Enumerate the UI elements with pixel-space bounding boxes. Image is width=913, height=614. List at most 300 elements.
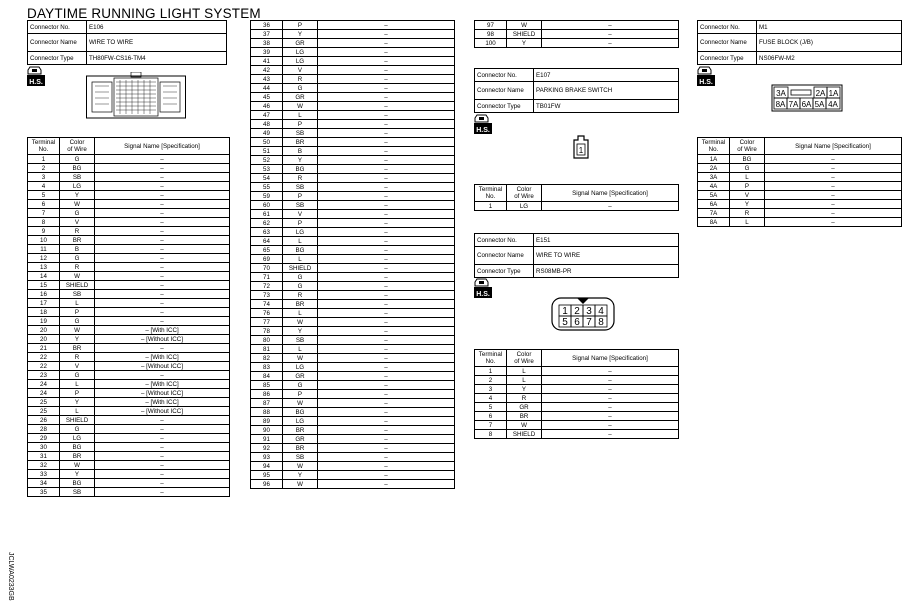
svg-text:1A: 1A [828,89,839,98]
wire-color-cell: L [730,218,765,227]
e107-info-table [474,68,679,113]
table-row [251,417,455,426]
signal-name-cell: – [318,39,455,48]
terminal-no-cell: 3 [475,385,507,394]
wire-color-cell: R [60,227,95,236]
table-row [251,471,455,480]
terminal-no-cell: 2A [698,164,730,173]
table-row [475,376,679,385]
connector-name-label: Connector Name [28,34,87,52]
signal-name-cell: – [318,111,455,120]
signal-name-cell: – [318,93,455,102]
terminal-no-cell: 74 [251,300,283,309]
e151-pin-table: Terminal No. Color of Wire Signal Name [Specification] 1 L – 2 L – 3 Y – 4 R – 5 GR – 6 BR – 7 W – 8 SHIELD – [474,349,679,439]
table-row [251,300,455,309]
terminal-no-cell: 1A [698,155,730,164]
wire-color-cell: W [60,461,95,470]
terminal-no-cell: 94 [251,462,283,471]
signal-name-cell: – [318,462,455,471]
terminal-no-cell: 12 [28,254,60,263]
connector-no-value: M1 [757,21,902,34]
terminal-no-cell: 81 [251,345,283,354]
signal-name-cell: – [95,191,230,200]
wire-color-cell: W [507,21,542,30]
terminal-no-cell: 29 [28,434,60,443]
signal-name-cell: – [95,263,230,272]
wire-color-cell: V [60,218,95,227]
wire-color-cell: P [283,120,318,129]
signal-name-cell: – [318,417,455,426]
signal-name-cell: – [95,308,230,317]
wire-color-cell: GR [283,372,318,381]
terminal-no-cell: 71 [251,273,283,282]
table-row [251,435,455,444]
wire-color-cell: L [60,380,95,389]
table-row [251,399,455,408]
svg-text:1: 1 [578,146,584,155]
signal-name-cell: – [95,182,230,191]
signal-name-cell: – [318,426,455,435]
signal-name-cell: – [95,425,230,434]
signal-name-cell: – [95,461,230,470]
terminal-no-cell: 70 [251,264,283,273]
table-row [251,129,455,138]
terminal-no-cell: 41 [251,57,283,66]
table-row [28,362,230,371]
terminal-no-cell: 4 [475,394,507,403]
signal-name-cell: – [318,264,455,273]
connector-name-value: WIRE TO WIRE [534,247,679,265]
table-row [28,452,230,461]
signal-name-cell: – [318,57,455,66]
wire-color-cell: SB [60,488,95,497]
signal-name-cell: – [318,138,455,147]
table-row [28,254,230,263]
e106-pin-table-1 [27,137,230,497]
table-row [28,263,230,272]
table-row [251,219,455,228]
e107-pin-table: Terminal No. Color of Wire Signal Name [Specification] 1 LG – [474,184,679,211]
signal-name-cell: – [318,165,455,174]
terminal-no-cell: 45 [251,93,283,102]
svg-text:1: 1 [562,306,568,317]
table-row [475,30,679,39]
terminal-no-cell: 6 [475,412,507,421]
signal-name-cell: – [95,488,230,497]
wire-color-cell: G [283,282,318,291]
e106-pin-table-2 [250,20,455,489]
wire-color-cell: LG [283,228,318,237]
wire-color-cell: P [730,182,765,191]
signal-name-cell: – [542,421,679,430]
connector-name-value: PARKING BRAKE SWITCH [534,82,679,100]
wire-color-cell: BR [283,300,318,309]
table-row [251,408,455,417]
table-row [28,227,230,236]
terminal-no-cell: 54 [251,174,283,183]
signal-name-cell: – [318,66,455,75]
signal-name-cell: – [542,412,679,421]
terminal-no-cell: 15 [28,281,60,290]
signal-name-cell: – [318,102,455,111]
signal-name-cell: – [765,209,902,218]
table-row [475,21,679,30]
table-row [251,57,455,66]
table-row [251,138,455,147]
terminal-no-cell: 43 [251,75,283,84]
table-row [251,192,455,201]
table-row [251,147,455,156]
wire-color-cell: BR [283,444,318,453]
table-row [28,290,230,299]
table-row [251,210,455,219]
signal-name-cell: – [318,444,455,453]
connector-no-value: E151 [534,234,679,247]
terminal-no-cell: 31 [28,452,60,461]
table-row [251,75,455,84]
m1-info-table [697,20,902,65]
terminal-no-cell: 87 [251,399,283,408]
table-row [28,200,230,209]
wire-color-cell: L [283,255,318,264]
signal-name-cell: – [95,479,230,488]
connector-type-label: Connector Type [28,52,87,65]
e151-info-table [474,233,679,278]
table-row [251,354,455,363]
wire-color-cell: W [283,399,318,408]
wire-color-cell: SHIELD [507,30,542,39]
terminal-no-cell: 1 [475,367,507,376]
terminal-no-cell: 7A [698,209,730,218]
table-row [28,317,230,326]
connector-type-value: RS08MB-PR [534,265,679,278]
wire-color-cell: L [283,111,318,120]
wire-color-cell: L [60,299,95,308]
terminal-no-cell: 51 [251,147,283,156]
signal-name-cell: – [With ICC] [95,353,230,362]
table-row [251,237,455,246]
hs-icon [27,66,45,86]
wire-color-cell: R [730,209,765,218]
wire-color-cell: SHIELD [283,264,318,273]
table-row [475,385,679,394]
terminal-no-cell: 78 [251,327,283,336]
terminal-no-cell: 3 [28,173,60,182]
terminal-no-header: Terminal No. [28,138,60,155]
table-row [251,381,455,390]
wire-color-cell: Y [60,398,95,407]
connector-type-label: Connector Type [475,265,534,278]
wire-color-cell: V [283,66,318,75]
terminal-no-cell: 21 [28,344,60,353]
signal-name-cell: – [318,363,455,372]
terminal-no-cell: 2 [28,164,60,173]
signal-name-cell: – [318,291,455,300]
signal-name-cell: – [318,255,455,264]
wire-color-cell: P [283,390,318,399]
terminal-no-cell: 91 [251,435,283,444]
table-row [251,84,455,93]
table-row [698,173,902,182]
signal-name-cell: – [765,155,902,164]
terminal-no-cell: 44 [251,84,283,93]
table-row [28,353,230,362]
wire-color-cell: W [507,421,542,430]
signal-name-cell: – [95,236,230,245]
table-row [251,174,455,183]
svg-text:5: 5 [562,317,568,328]
terminal-no-cell: 24 [28,389,60,398]
terminal-no-cell: 16 [28,290,60,299]
wire-color-cell: SB [283,453,318,462]
wire-color-cell: SB [283,129,318,138]
wire-color-cell: BG [60,443,95,452]
connector-no-label: Connector No. [698,21,757,34]
table-row [251,291,455,300]
signal-name-cell: – [542,202,679,211]
table-row [28,182,230,191]
wire-color-cell: G [60,254,95,263]
table-row [28,236,230,245]
signal-name-cell: – [318,408,455,417]
signal-name-cell: – [95,209,230,218]
signal-name-cell: – [95,173,230,182]
terminal-no-cell: 32 [28,461,60,470]
terminal-no-cell: 17 [28,299,60,308]
wire-color-cell: P [60,389,95,398]
wire-color-cell: BG [60,164,95,173]
signal-name-cell: – [318,174,455,183]
terminal-no-cell: 33 [28,470,60,479]
table-row [251,120,455,129]
table-row [28,191,230,200]
wire-color-cell: SB [60,173,95,182]
signal-name-cell: – [With ICC] [95,398,230,407]
svg-text:6: 6 [574,317,580,328]
wire-color-cell: Y [507,385,542,394]
wire-color-cell: BG [730,155,765,164]
signal-name-cell: – [542,367,679,376]
table-row [251,246,455,255]
terminal-no-cell: 20 [28,326,60,335]
connector-no-value: E107 [534,69,679,82]
wire-color-cell: SB [283,336,318,345]
connector-no-value: E106 [87,21,227,34]
signal-name-cell: – [318,345,455,354]
page-title: DAYTIME RUNNING LIGHT SYSTEM [27,6,261,21]
table-row [698,191,902,200]
hs-icon [474,278,492,298]
table-row [251,201,455,210]
terminal-no-cell: 93 [251,453,283,462]
wire-color-cell: W [60,326,95,335]
svg-text:7A: 7A [788,100,799,109]
signal-name-cell: – [95,254,230,263]
wire-color-cell: L [60,407,95,416]
wire-color-cell: V [730,191,765,200]
terminal-no-cell: 22 [28,353,60,362]
table-row [28,209,230,218]
connector-type-label: Connector Type [698,52,757,65]
svg-text:8: 8 [598,317,604,328]
signal-name-cell: – [95,272,230,281]
signal-name-cell: – [318,120,455,129]
wire-color-cell: LG [283,48,318,57]
wire-color-cell: W [283,480,318,489]
table-row [28,164,230,173]
table-row [251,345,455,354]
terminal-no-cell: 55 [251,183,283,192]
wire-color-cell: BR [283,426,318,435]
terminal-no-cell: 35 [28,488,60,497]
table-row [251,48,455,57]
signal-name-cell: – [542,30,679,39]
wire-color-cell: R [507,394,542,403]
wire-color-cell: Y [60,335,95,344]
terminal-no-cell: 89 [251,417,283,426]
signal-name-cell: – [542,376,679,385]
document-code: JCLWA0233GB [7,552,14,601]
connector-name-label: Connector Name [475,247,534,265]
table-row [28,443,230,452]
terminal-no-cell: 34 [28,479,60,488]
signal-name-cell: – [318,147,455,156]
terminal-no-cell: 98 [475,30,507,39]
signal-name-cell: – [318,300,455,309]
table-row [251,480,455,489]
wire-color-cell: LG [507,202,542,211]
signal-name-cell: – [318,273,455,282]
wire-color-cell: GR [283,39,318,48]
table-row [251,282,455,291]
signal-name-cell: – [318,75,455,84]
terminal-no-cell: 69 [251,255,283,264]
wire-color-cell: SHIELD [60,416,95,425]
wire-color-cell: W [283,102,318,111]
svg-text:7: 7 [586,317,592,328]
table-row [251,255,455,264]
table-row [28,155,230,164]
signal-name-cell: – [542,385,679,394]
table-row [698,209,902,218]
table-row [28,434,230,443]
wire-color-cell: W [283,318,318,327]
signal-name-cell: – [With ICC] [95,380,230,389]
table-row [251,327,455,336]
signal-name-cell: – [95,227,230,236]
signal-name-cell: – [318,192,455,201]
table-row [28,326,230,335]
wire-color-cell: BR [60,344,95,353]
signal-name-cell: – [95,281,230,290]
wire-color-cell: W [283,462,318,471]
signal-name-cell: – [318,30,455,39]
terminal-no-cell: 4A [698,182,730,191]
wire-color-cell: L [507,376,542,385]
terminal-no-cell: 86 [251,390,283,399]
table-row [475,394,679,403]
signal-name-cell: – [318,471,455,480]
wire-color-cell: BR [507,412,542,421]
terminal-no-cell: 19 [28,317,60,326]
wire-color-cell: L [283,309,318,318]
wire-color-cell: W [283,354,318,363]
wire-color-cell: R [283,174,318,183]
table-row [251,390,455,399]
terminal-no-cell: 37 [251,30,283,39]
e106-connector-face-icon [86,72,186,127]
wire-color-cell: L [507,367,542,376]
terminal-no-cell: 25 [28,398,60,407]
signal-name-cell: – [318,201,455,210]
table-row [251,426,455,435]
wire-color-cell: R [283,75,318,84]
terminal-no-cell: 85 [251,381,283,390]
terminal-no-cell: 82 [251,354,283,363]
terminal-no-cell: 95 [251,471,283,480]
wire-color-cell: G [283,273,318,282]
table-row [251,462,455,471]
signal-name-cell: – [318,435,455,444]
wire-color-cell: LG [283,363,318,372]
connector-no-label: Connector No. [475,69,534,82]
signal-name-cell: – [95,200,230,209]
wire-color-cell: BR [283,138,318,147]
signal-name-cell: – [542,403,679,412]
wire-color-cell: BR [60,236,95,245]
signal-name-cell: – [318,390,455,399]
connector-name-value: FUSE BLOCK (J/B) [757,34,902,52]
table-row [251,318,455,327]
table-row [251,444,455,453]
signal-name-cell: – [95,371,230,380]
table-row [251,264,455,273]
terminal-no-cell: 97 [475,21,507,30]
signal-name-cell: – [318,453,455,462]
wire-color-cell: R [60,263,95,272]
table-row [28,371,230,380]
wire-color-cell: Y [60,470,95,479]
terminal-no-cell: 8A [698,218,730,227]
signal-name-cell: – [318,327,455,336]
connector-type-value: NS06FW-M2 [757,52,902,65]
wire-color-cell: Y [283,327,318,336]
svg-text:H.S.: H.S. [29,79,43,86]
signal-name-cell: – [95,443,230,452]
wire-color-cell: SHIELD [60,281,95,290]
table-row [28,281,230,290]
terminal-no-cell: 60 [251,201,283,210]
wire-color-cell: Y [283,156,318,165]
wire-color-cell: P [283,21,318,30]
terminal-no-cell: 13 [28,263,60,272]
signal-name-cell: – [765,218,902,227]
signal-name-cell: – [95,155,230,164]
table-row [28,344,230,353]
terminal-no-cell: 73 [251,291,283,300]
wire-color-cell: L [283,345,318,354]
signal-name-cell: – [318,480,455,489]
signal-name-cell: – [318,309,455,318]
wire-color-cell: Y [60,191,95,200]
wire-color-cell: G [60,209,95,218]
svg-text:2: 2 [574,306,580,317]
signal-name-cell: – [95,299,230,308]
signal-name-cell: – [765,182,902,191]
wire-color-cell: V [283,210,318,219]
signal-name-cell: – [Without ICC] [95,389,230,398]
table-row [28,425,230,434]
